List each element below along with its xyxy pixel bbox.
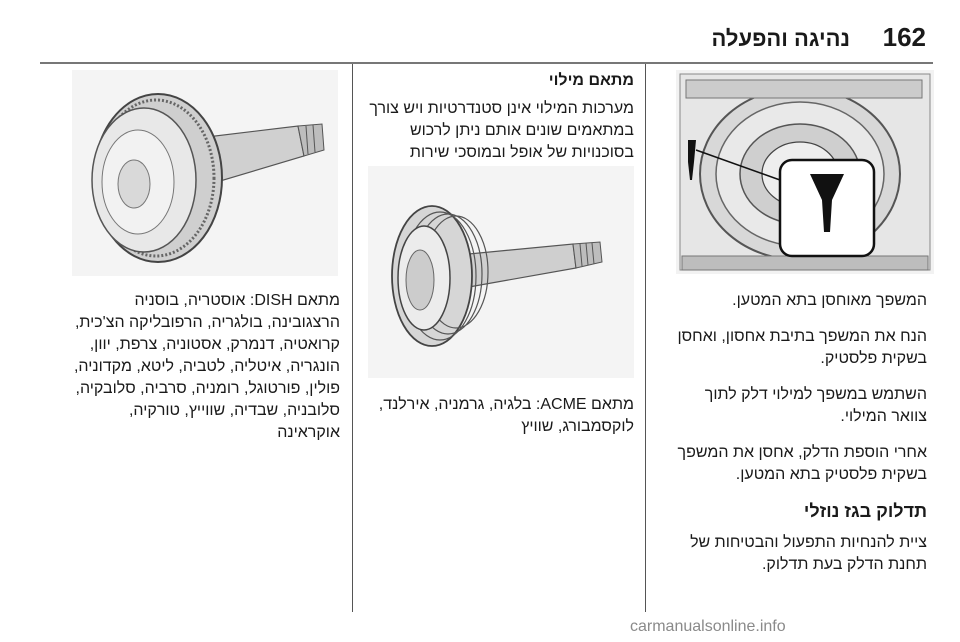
funnel-after-text: אחרי הוספת הדלק, אחסן את המשפך בשקית פלסטיק בתא המטען. [677,444,927,483]
right-column-text [665,290,927,590]
filling-adapter-text: מערכות המילוי אינן סטנדרטיות ויש צורך במתאמים שונים אותם ניתן לרכוש בסוכנויות של אופל ובמוסכי שירות [369,100,634,161]
dish-caption-block [72,290,340,458]
funnel-in-trunk-figure [676,70,934,274]
column-divider-right [645,64,646,612]
acme-caption-block [366,394,634,452]
lpg-refuel-text: ציית להנחיות התפעול והבטיחות של תחנת הדלק בעת תדלוק. [690,534,927,573]
column-divider-left [352,64,353,612]
funnel-storage-text: המשפך מאוחסן בתא המטען. [732,292,927,309]
chapter-title: נהיגה והפעלה [711,26,850,51]
lpg-refuel-heading: תדלוק בגז נוזלי [803,501,927,521]
watermark: carmanualsonline.info [630,618,786,635]
funnel-use-text: השתמש במשפך למילוי דלק לתוך צוואר המילוי. [704,386,927,425]
page-number: 162 [882,22,926,52]
filling-adapter-heading: מתאם מילוי [548,72,634,89]
dish-adapter-caption: מתאם DISH: אוסטריה, בוסניה הרצגובינה, בולגריה, הרפובליקה הצ'כית, קרואטיה, דנמרק, אסטוניה, צרפת, יוון, הונגריה, איטליה, לטביה, ליטא, מקדוניה, פולין, פורטוגל, רומניה, סרביה, סלובקיה, סלובניה, שבדיה, שווייץ, טורקיה, אוקראינה [73,292,340,441]
dish-adapter-figure [72,70,338,276]
header-rule [40,62,933,64]
page-header [0,0,960,62]
funnel-place-text: הנח את המשפך בתיבת אחסון, ואחסן בשקית פלסטיק. [677,328,927,367]
acme-adapter-figure [368,166,634,378]
acme-adapter-caption: מתאם ACME: בלגיה, גרמניה, אירלנד, לוקסמבורג, שוויץ [378,396,634,435]
